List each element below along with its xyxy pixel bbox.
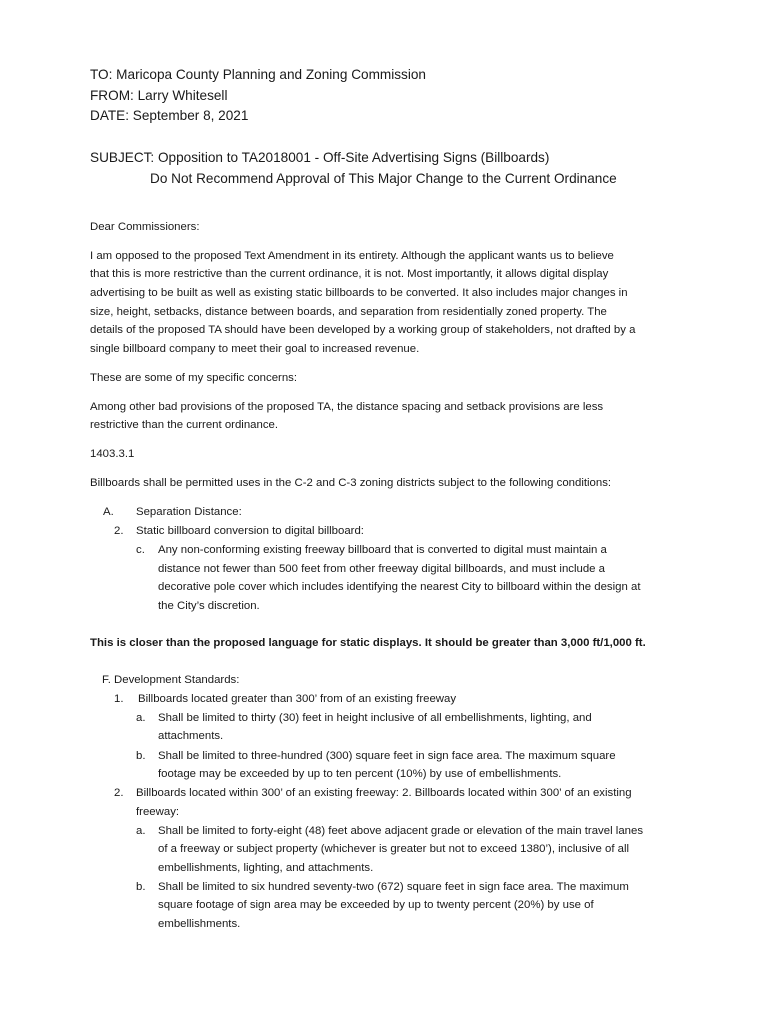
list-item-line: Shall be limited to forty-eight (48) feet above adjacent grade or elevation of the main travel lanes <box>158 825 644 837</box>
list-item-line: Billboards located greater than 300’ from of an existing freeway <box>138 693 457 705</box>
list-item-line: Any non-conforming existing freeway billboard that is converted to digital must maintain a <box>158 544 607 556</box>
list-item-line: freeway: <box>136 806 180 818</box>
list-marker: 2. <box>114 787 124 799</box>
list-item-line: decorative pole cover which includes identifying the nearest City to billboard within the design at <box>158 581 641 593</box>
list-item-line: the City’s discretion. <box>158 600 260 612</box>
list-marker: b. <box>136 750 146 762</box>
section-number: 1403.3.1 <box>90 448 135 460</box>
paragraph-line: that this is more restrictive than the current ordinance, it is not. Most importantly, it allows digital display <box>90 268 609 280</box>
paragraph-line: single billboard company to meet their goal to increased revenue. <box>90 343 420 355</box>
dev-standards-heading: F. Development Standards: <box>102 674 240 686</box>
salutation: Dear Commissioners: <box>90 221 200 233</box>
list-item-line: of a freeway or subject property (whichever is greater but not to exceed 1380’), inclusive of all <box>158 843 630 855</box>
section-intro: Billboards shall be permitted uses in the C-2 and C-3 zoning districts subject to the following conditions: <box>90 477 612 489</box>
memo-subject: SUBJECT: Opposition to TA2018001 - Off-Site Advertising Signs (Billboards) <box>90 150 550 165</box>
concerns-intro: These are some of my specific concerns: <box>90 372 298 384</box>
list-item-line: embellishments, lighting, and attachments. <box>158 862 374 874</box>
list-item-line: square footage of sign area may be exceeded by up to twenty percent (20%) by use of <box>158 899 594 911</box>
bold-statement: This is closer than the proposed language for static displays. It should be greater than 3,000 ft/1,000 ft. <box>90 637 646 649</box>
paragraph-line: restrictive than the current ordinance. <box>90 419 279 431</box>
list-marker: 2. <box>114 525 124 537</box>
paragraph-line: advertising to be built as well as existing static billboards to be converted. It also includes major changes in <box>90 287 628 299</box>
paragraph-line: size, height, setbacks, distance between boards, and separation from residentially zoned property. The <box>90 306 607 318</box>
list-marker: A. <box>103 506 114 518</box>
memo-date: DATE: September 8, 2021 <box>90 108 249 123</box>
memo-from: FROM: Larry Whitesell <box>90 88 228 103</box>
list-marker: a. <box>136 825 146 837</box>
list-marker: 1. <box>114 693 124 705</box>
list-marker: a. <box>136 712 146 724</box>
list-item-line: embellishments. <box>158 918 241 930</box>
list-item-line: Shall be limited to thirty (30) feet in height inclusive of all embellishments, lighting, and <box>158 712 592 724</box>
list-marker: c. <box>136 544 145 556</box>
memo-to: TO: Maricopa County Planning and Zoning Commission <box>90 67 426 82</box>
list-item-line: distance not fewer than 500 feet from other freeway digital billboards, and must include a <box>158 563 606 575</box>
list-item-line: Shall be limited to six hundred seventy-two (672) square feet in sign face area. The maximum <box>158 881 629 893</box>
list-item-line: footage may be exceeded by up to ten percent (10%) by use of embellishments. <box>158 768 562 780</box>
list-item-line: Billboards located within 300’ of an existing freeway: 2. Billboards located within 300’ of an existing <box>136 787 632 799</box>
list-marker: b. <box>136 881 146 893</box>
paragraph-line: I am opposed to the proposed Text Amendment in its entirety. Although the applicant wants us to believe <box>90 250 614 262</box>
paragraph-line: details of the proposed TA should have been developed by a working group of stakeholders, not drafted by a <box>90 324 636 336</box>
list-item-line: Shall be limited to three-hundred (300) square feet in sign face area. The maximum square <box>158 750 616 762</box>
list-item-static-conversion: Static billboard conversion to digital billboard: <box>136 525 364 537</box>
memo-subject-recommendation: Do Not Recommend Approval of This Major Change to the Current Ordinance <box>150 171 617 186</box>
list-item-line: attachments. <box>158 730 224 742</box>
list-item-separation-distance: Separation Distance: <box>136 506 242 518</box>
paragraph-line: Among other bad provisions of the proposed TA, the distance spacing and setback provisions are less <box>90 401 604 413</box>
